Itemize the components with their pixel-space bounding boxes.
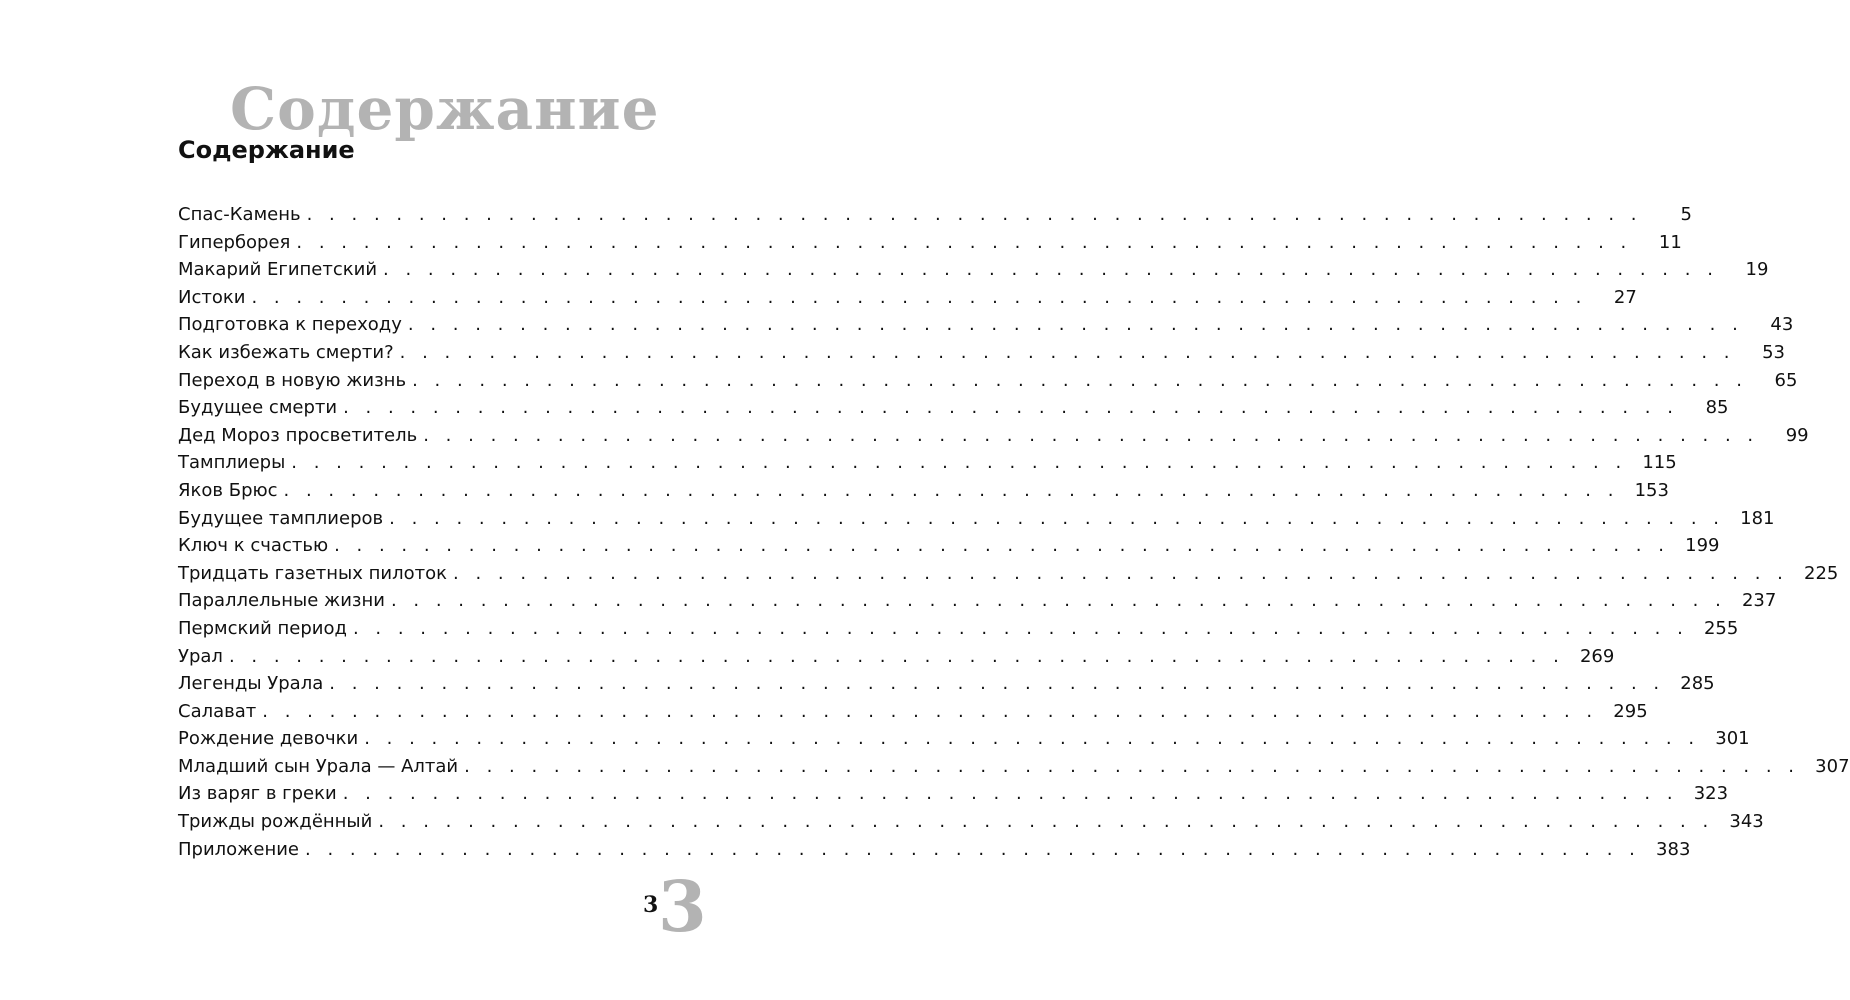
toc-leader-dots: . . . . . . . . . . . . . . . . . . . . . . . . . . . . . . . . . . . . . . . . . . . . . . . . . . . . . . . . . . . . (283, 479, 1619, 501)
toc-entry-title: Спас-Камень (178, 204, 301, 225)
toc-leader-dots: . . . . . . . . . . . . . . . . . . . . . . . . . . . . . . . . . . . . . . . . . . . . . . . . . . . . . . . . . . . . (352, 617, 1689, 639)
toc-entry (178, 728, 1750, 756)
toc-entry-title: Дед Мороз просветитель (178, 424, 418, 446)
toc-entry (178, 535, 1720, 563)
toc-entry-page: 225 (1804, 562, 1839, 584)
toc-leader-dots: . . . . . . . . . . . . . . . . . . . . . . . . . . . . . . . . . . . . . . . . . . . . . . . . . . . . . . . . . . . . (390, 590, 1727, 612)
toc-entry-title: Тамплиеры (178, 452, 286, 474)
toc-entry-title: Гиперборея (178, 231, 291, 253)
toc-leader-dots: . . . . . . . . . . . . . . . . . . . . . . . . . . . . . . . . . . . . . . . . . . . . . . . . . . . . . . . . . . . . (329, 673, 1665, 695)
toc-entry (178, 811, 1764, 839)
toc-entry-page: 307 (1815, 755, 1850, 777)
toc-entry-title: Младший сын Урала — Алтай (178, 755, 459, 777)
toc-entry (178, 838, 1691, 867)
toc-entry (178, 590, 1777, 618)
toc-entry (178, 424, 1809, 453)
toc-entry-page: 53 (1762, 341, 1786, 363)
toc-entry (178, 369, 1798, 398)
toc-entry (178, 700, 1648, 729)
toc-entry (178, 204, 1692, 232)
toc-entry-title: Как избежать смерти? (178, 341, 394, 363)
toc-entry-title: Яков Брюс (178, 479, 278, 501)
page-title: Содержание (178, 136, 355, 164)
toc-entry (178, 452, 1677, 480)
page-title-ghost: Содержание (230, 75, 660, 143)
toc-entry-title: Пермский период (178, 617, 347, 639)
toc-entry-page: 199 (1685, 535, 1720, 557)
toc-entry (178, 341, 1786, 370)
toc-leader-dots: . . . . . . . . . . . . . . . . . . . . . . . . . . . . . . . . . . . . . . . . . . . . . . . . . . . . . . . . . . . . (251, 286, 1587, 308)
toc-leader-dots: . . . . . . . . . . . . . . . . . . . . . . . . . . . . . . . . . . . . . . . . . . . . . . . . . . . . . . . . . . . . (262, 700, 1598, 722)
toc-entry (178, 783, 1729, 811)
toc-entry-title: Приложение (178, 838, 300, 860)
toc-entry (178, 231, 1682, 260)
toc-entry (178, 397, 1729, 425)
toc-leader-dots: . . . . . . . . . . . . . . . . . . . . . . . . . . . . . . . . . . . . . . . . . . . . . . . . . . . . . . . . . . . . (228, 645, 1565, 667)
toc-entry-title: Тридцать газетных пилоток (178, 562, 447, 584)
table-of-contents (178, 204, 1850, 866)
toc-entry-title: Переход в новую жизнь (178, 369, 407, 391)
toc-entry-page: 115 (1642, 452, 1677, 474)
toc-entry-page: 19 (1745, 259, 1769, 281)
toc-entry-page: 237 (1741, 590, 1777, 612)
toc-entry (178, 479, 1669, 508)
toc-entry-page: 153 (1634, 479, 1669, 501)
toc-entry-page: 99 (1785, 424, 1809, 446)
toc-entry-title: Параллельные жизни (178, 590, 385, 612)
toc-entry-title: Рождение девочки (178, 728, 359, 750)
toc-entry-title: Трижды рождённый (178, 811, 373, 833)
toc-entry-page: 43 (1770, 314, 1794, 336)
toc-leader-dots: . . . . . . . . . . . . . . . . . . . . . . . . . . . . . . . . . . . . . . . . . . . . . . . . . . . . . . . . . . . . (389, 507, 1725, 529)
toc-entry-page: 85 (1705, 397, 1729, 419)
toc-entry (178, 286, 1637, 315)
toc-entry-title: Подготовка к переходу (178, 314, 402, 336)
toc-leader-dots: . . . . . . . . . . . . . . . . . . . . . . . . . . . . . . . . . . . . . . . . . . . . . . . . . . . . . . . . . . . . (306, 204, 1642, 225)
toc-entry-page: 27 (1613, 286, 1637, 308)
toc-leader-dots: . . . . . . . . . . . . . . . . . . . . . . . . . . . . . . . . . . . . . . . . . . . . . . . . . . . . . . . . . . . . (407, 314, 1744, 336)
toc-entry (178, 617, 1739, 646)
toc-entry-title: Салават (178, 700, 257, 722)
toc-leader-dots: . . . . . . . . . . . . . . . . . . . . . . . . . . . . . . . . . . . . . . . . . . . . . . . . . . . . . . . . . . . . (364, 728, 1700, 750)
toc-entry-page: 323 (1693, 783, 1729, 805)
toc-leader-dots: . . . . . . . . . . . . . . . . . . . . . . . . . . . . . . . . . . . . . . . . . . . . . . . . . . . . . . . . . . . . (334, 535, 1670, 557)
toc-leader-dots: . . . . . . . . . . . . . . . . . . . . . . . . . . . . . . . . . . . . . . . . . . . . . . . . . . . . . . . . . . . . (453, 562, 1789, 584)
toc-entry-page: 383 (1656, 838, 1691, 860)
toc-leader-dots: . . . . . . . . . . . . . . . . . . . . . . . . . . . . . . . . . . . . . . . . . . . . . . . . . . . . . . . . . . . . (296, 231, 1632, 253)
toc-leader-dots: . . . . . . . . . . . . . . . . . . . . . . . . . . . . . . . . . . . . . . . . . . . . . . . . . . . . . . . . . . . . (342, 783, 1679, 805)
toc-entry-page: 295 (1613, 700, 1648, 722)
toc-leader-dots: . . . . . . . . . . . . . . . . . . . . . . . . . . . . . . . . . . . . . . . . . . . . . . . . . . . . . . . . . . . . (399, 341, 1736, 363)
toc-entry (178, 507, 1775, 536)
toc-leader-dots: . . . . . . . . . . . . . . . . . . . . . . . . . . . . . . . . . . . . . . . . . . . . . . . . . . . . . . . . . . . . (464, 755, 1800, 777)
toc-entry-title: Легенды Урала (178, 673, 324, 695)
toc-entry-title: Урал (178, 645, 223, 667)
toc-entry-page: 255 (1703, 617, 1739, 639)
toc-entry-page: 5 (1680, 204, 1692, 225)
toc-entry-page: 285 (1680, 673, 1715, 695)
toc-leader-dots: . . . . . . . . . . . . . . . . . . . . . . . . . . . . . . . . . . . . . . . . . . . . . . . . . . . . . . . . . . . . (378, 811, 1714, 833)
toc-leader-dots: . . . . . . . . . . . . . . . . . . . . . . . . . . . . . . . . . . . . . . . . . . . . . . . . . . . . . . . . . . . . (412, 369, 1748, 391)
toc-entry-title: Истоки (178, 286, 246, 308)
toc-entry-page: 269 (1579, 645, 1615, 667)
toc-entry (178, 645, 1615, 674)
toc-leader-dots: . . . . . . . . . . . . . . . . . . . . . . . . . . . . . . . . . . . . . . . . . . . . . . . . . . . . . . . . . . . . (291, 452, 1627, 474)
toc-leader-dots: . . . . . . . . . . . . . . . . . . . . . . . . . . . . . . . . . . . . . . . . . . . . . . . . . . . . . . . . . . . . (423, 424, 1759, 446)
toc-entry-page: 11 (1658, 231, 1682, 253)
toc-entry-page: 343 (1729, 811, 1764, 833)
toc-entry-title: Будущее смерти (178, 397, 338, 419)
toc-entry-title: Макарий Египетский (178, 259, 378, 281)
toc-entry-title: Будущее тамплиеров (178, 507, 384, 529)
toc-leader-dots: . . . . . . . . . . . . . . . . . . . . . . . . . . . . . . . . . . . . . . . . . . . . . . . . . . . . . . . . . . . . (383, 259, 1719, 281)
toc-entry-title: Из варяг в греки (178, 783, 337, 805)
toc-entry (178, 259, 1769, 287)
toc-entry (178, 755, 1850, 784)
toc-entry (178, 673, 1715, 701)
toc-entry (178, 562, 1839, 591)
page-number: 3 (643, 892, 659, 918)
toc-entry-title: Ключ к счастью (178, 535, 329, 557)
toc-leader-dots: . . . . . . . . . . . . . . . . . . . . . . . . . . . . . . . . . . . . . . . . . . . . . . . . . . . . . . . . . . . . (343, 397, 1679, 419)
toc-entry-page: 65 (1774, 369, 1798, 391)
toc-leader-dots: . . . . . . . . . . . . . . . . . . . . . . . . . . . . . . . . . . . . . . . . . . . . . . . . . . . . . . . . . . . . (305, 838, 1641, 860)
toc-entry-page: 301 (1715, 728, 1750, 750)
toc-entry (178, 314, 1794, 342)
toc-entry-page: 181 (1740, 507, 1775, 529)
page-number-ghost: 3 (658, 865, 707, 948)
